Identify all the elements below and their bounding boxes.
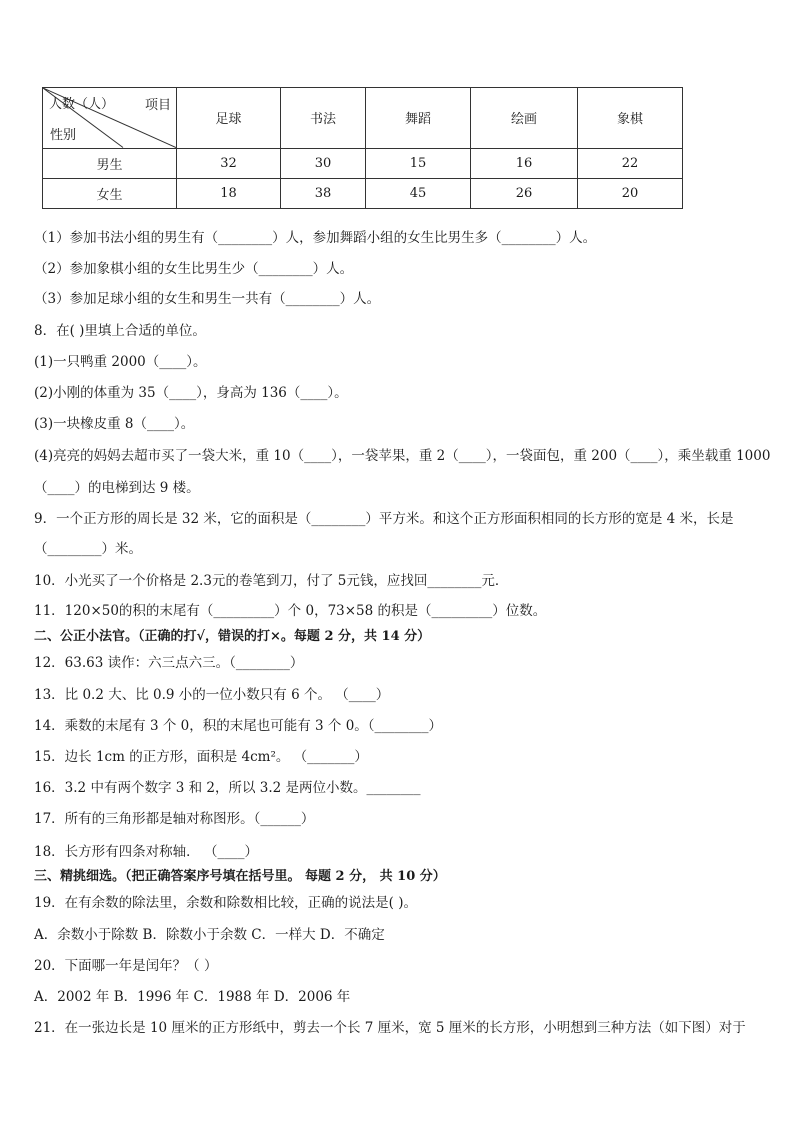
table-header-row: [43, 88, 683, 149]
activity-table: [42, 87, 683, 209]
question-line: （________）米。: [34, 541, 142, 557]
column-header: 书法: [281, 88, 366, 149]
question-line: 21．在一张边长是 10 厘米的正方形纸中，剪去一个长 7 厘米，宽 5 厘米的长方形，小明想到三种方法（如下图）对于: [34, 1020, 746, 1036]
question-line: 10．小光买了一个价格是 2.3元的卷笔到刀，付了 5元钱，应找回________元．: [34, 573, 509, 589]
diag-label-count: 人数（人）: [49, 97, 115, 112]
table-cell: 22: [578, 148, 683, 178]
column-header: 象棋: [578, 88, 683, 149]
column-header: 足球: [177, 88, 281, 149]
section-heading: 二、公正小法官。（正确的打√，错误的打×。每题 2 分，共 14 分）: [34, 629, 431, 644]
option-line: A．余数小于除数 B．除数小于余数 C．一样大 D．不确定: [34, 927, 385, 943]
question-line: 20．下面哪一年是闰年？（ ）: [34, 958, 218, 974]
table-cell: 20: [578, 178, 683, 208]
question-line: 8．在( )里填上合适的单位。: [34, 323, 206, 339]
question-line: (4)亮亮的妈妈去超市买了一袋大米，重 10（____），一袋苹果，重 2（____），一袋面包，重 200（____），乘坐载重 1000: [34, 448, 771, 464]
question-line: 19．在有余数的除法里，余数和除数相比较，正确的说法是( )。: [34, 895, 418, 911]
question-line: 12．63.63 读作：六三点六三。（________）: [34, 655, 304, 671]
question-line: 9．一个正方形的周长是 32 米，它的面积是（________）平方米。和这个正方形面积相同的长方形的宽是 4 米，长是: [34, 511, 734, 527]
section-heading: 三、精挑细选。（把正确答案序号填在括号里。 每题 2 分， 共 10 分）: [34, 869, 446, 884]
row-label: 男生: [43, 148, 177, 178]
table-row: [43, 148, 683, 178]
row-label: 女生: [43, 178, 177, 208]
question-line: （____）的电梯到达 9 楼。: [34, 480, 200, 496]
table-row: [43, 178, 683, 208]
question-line: （2）参加象棋小组的女生比男生少（________）人。: [34, 261, 354, 277]
diagonal-header-cell: [43, 88, 177, 149]
question-line: 13．比 0.2 大、比 0.9 小的一位小数只有 6 个。 （____）: [34, 687, 390, 703]
question-line: 15．边长 1cm 的正方形，面积是 4cm²。 （_______）: [34, 749, 368, 765]
diag-label-gender: 性别: [50, 128, 77, 143]
question-line: （1）参加书法小组的男生有（________）人，参加舞蹈小组的女生比男生多（________）人。: [34, 230, 597, 246]
question-line: （3）参加足球小组的女生和男生一共有（________）人。: [34, 291, 381, 307]
table-cell: 16: [471, 148, 578, 178]
question-line: (2)小刚的体重为 35（____），身高为 136（____）。: [34, 385, 348, 401]
table-cell: 18: [177, 178, 281, 208]
column-header: 舞蹈: [366, 88, 471, 149]
question-line: 18．长方形有四条对称轴． （____）: [34, 844, 258, 860]
table-cell: 26: [471, 178, 578, 208]
question-line: 17．所有的三角形都是轴对称图形。（______）: [34, 811, 315, 827]
table-cell: 15: [366, 148, 471, 178]
diag-label-item: 项目: [144, 98, 171, 113]
question-line: (1)一只鸭重 2000（____）。: [34, 354, 207, 370]
question-line: 11．120×50的积的末尾有（_________）个 0，73×58 的积是（_________）位数。: [34, 603, 547, 619]
table-cell: 30: [281, 148, 366, 178]
question-line: 14．乘数的末尾有 3 个 0，积的末尾也可能有 3 个 0。（________）: [34, 718, 443, 734]
table-cell: 45: [366, 178, 471, 208]
table-cell: 32: [177, 148, 281, 178]
option-line: A．2002 年 B．1996 年 C．1988 年 D．2006 年: [34, 989, 351, 1005]
question-line: 16．3.2 中有两个数字 3 和 2，所以 3.2 是两位小数。________: [34, 780, 421, 796]
question-line: (3)一块橡皮重 8（____）。: [34, 416, 195, 432]
table-cell: 38: [281, 178, 366, 208]
column-header: 绘画: [471, 88, 578, 149]
